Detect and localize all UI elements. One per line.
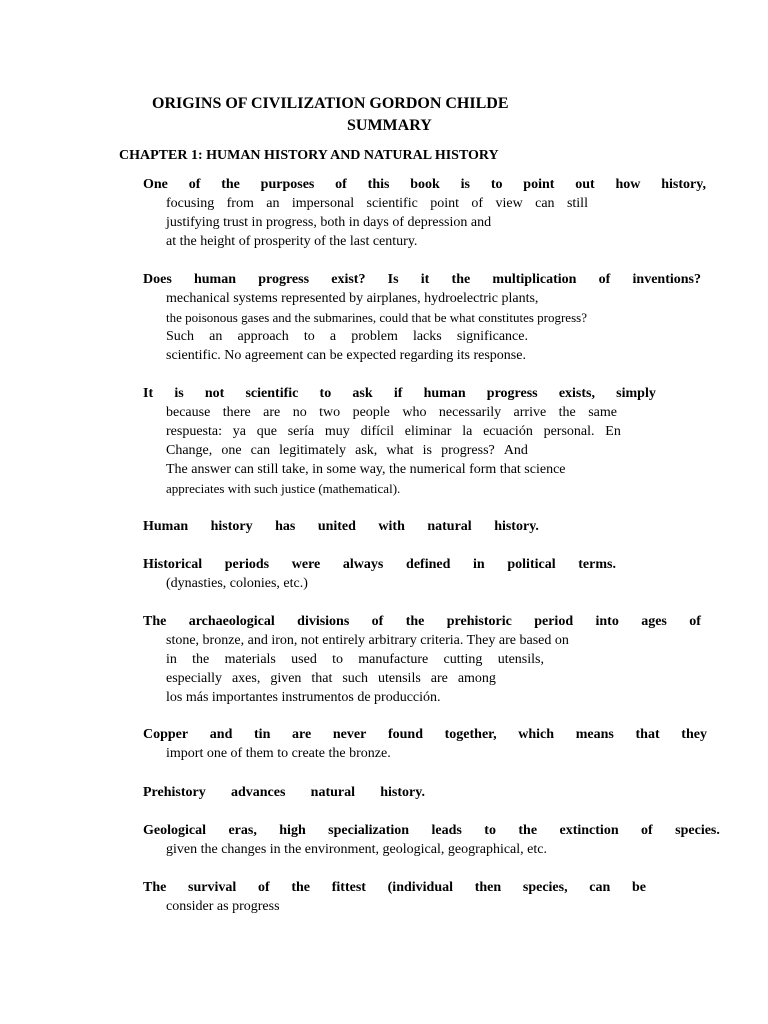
paragraph-line: scientific. No agreement can be expected regarding its response. — [166, 348, 526, 363]
chapter-heading: CHAPTER 1: HUMAN HISTORY AND NATURAL HISTORY — [119, 148, 499, 163]
word: into — [595, 614, 619, 629]
word: Prehistory — [143, 785, 206, 800]
word: legitimately — [279, 443, 347, 458]
paragraph-lead-line — [143, 384, 656, 403]
word: especially — [166, 671, 222, 686]
paragraph-2 — [143, 270, 701, 365]
word: that — [311, 671, 333, 686]
word: and — [209, 727, 233, 742]
paragraph-lead-line — [143, 175, 706, 194]
word: in — [166, 652, 177, 667]
paragraph-line — [143, 422, 621, 441]
word: people — [352, 405, 390, 420]
word: political — [507, 557, 556, 572]
word: personal. — [543, 424, 595, 439]
word: axes, — [231, 671, 261, 686]
word: to — [490, 177, 503, 192]
word: utensils, — [497, 652, 544, 667]
paragraph-line — [143, 194, 588, 213]
word: defined — [406, 557, 451, 572]
word: species, — [522, 880, 568, 895]
word: the — [405, 614, 425, 629]
word: it — [420, 272, 430, 287]
word: Historical — [143, 557, 203, 572]
word: of — [471, 196, 484, 211]
word: then — [474, 880, 502, 895]
document-subtitle: SUMMARY — [347, 117, 432, 134]
word: how — [615, 177, 641, 192]
word: book — [410, 177, 440, 192]
document-title: ORIGINS OF CIVILIZATION GORDON CHILDE — [152, 95, 509, 112]
word: the — [192, 652, 210, 667]
word: leads — [431, 823, 462, 838]
word: is — [174, 386, 184, 401]
word: can — [535, 196, 555, 211]
paragraph-line: los más importantes instrumentos de producción. — [166, 690, 441, 705]
word: ecuación — [483, 424, 533, 439]
word: that — [635, 727, 660, 742]
word: focusing — [166, 196, 215, 211]
word: point — [430, 196, 459, 211]
word: divisions — [297, 614, 350, 629]
word: always — [342, 557, 384, 572]
word: periods — [224, 557, 270, 572]
word: in — [473, 557, 485, 572]
word: can — [589, 880, 611, 895]
word: lacks — [412, 329, 442, 344]
word: Geological — [143, 823, 206, 838]
word: ask — [352, 386, 373, 401]
word: specialization — [328, 823, 410, 838]
paragraph-line: mechanical systems represented by airplanes, hydroelectric plants, — [166, 291, 539, 306]
word: scientific — [366, 196, 418, 211]
paragraph-lead-line — [143, 783, 425, 802]
word: simply — [616, 386, 656, 401]
word: one — [221, 443, 242, 458]
word: tin — [254, 727, 271, 742]
paragraph-line — [143, 650, 544, 669]
word: what — [386, 443, 414, 458]
paragraph-line: (dynasties, colonies, etc.) — [166, 576, 308, 591]
paragraph-line: import one of them to create the bronze. — [166, 746, 391, 761]
word: significance. — [456, 329, 528, 344]
word: que — [256, 424, 277, 439]
word: there — [222, 405, 251, 420]
word: arrive — [513, 405, 547, 420]
word: human — [423, 386, 466, 401]
paragraph-8 — [143, 783, 425, 802]
paragraph-line: at the height of prosperity of the last century. — [166, 234, 418, 249]
word: multiplication — [492, 272, 577, 287]
paragraph-line: The answer can still take, in some way, the numerical form that science — [166, 462, 566, 477]
word: natural — [310, 785, 355, 800]
paragraph-9 — [143, 821, 720, 859]
paragraph-4 — [143, 517, 539, 536]
word: with — [378, 519, 405, 534]
word: two — [319, 405, 341, 420]
word: The — [143, 614, 167, 629]
word: fittest — [331, 880, 366, 895]
word: problem — [351, 329, 398, 344]
word: la — [462, 424, 473, 439]
word: progress? — [441, 443, 495, 458]
word: can — [250, 443, 271, 458]
word: united — [317, 519, 356, 534]
word: such — [342, 671, 369, 686]
word: of — [689, 614, 701, 629]
word: necessarily — [438, 405, 502, 420]
paragraph-line — [143, 669, 496, 688]
word: used — [291, 652, 317, 667]
paragraph-line: given the changes in the environment, geological, geographical, etc. — [166, 842, 547, 857]
paragraph-1 — [143, 175, 706, 251]
word: means — [575, 727, 614, 742]
word: difícil — [360, 424, 395, 439]
word: this — [367, 177, 390, 192]
word: inventions? — [632, 272, 701, 287]
paragraph-lead-line — [143, 878, 646, 897]
word: impersonal — [291, 196, 355, 211]
word: archaeological — [188, 614, 275, 629]
word: Copper — [143, 727, 189, 742]
word: together, — [444, 727, 497, 742]
paragraph-line: stone, bronze, and iron, not entirely arbitrary criteria. They are based on — [166, 633, 569, 648]
word: eliminar — [404, 424, 452, 439]
paragraph-line: justifying trust in progress, both in days of depression and — [166, 215, 492, 230]
word: eras, — [228, 823, 257, 838]
paragraph-lead-line — [143, 517, 539, 536]
paragraph-10 — [143, 878, 646, 916]
word: of — [188, 177, 201, 192]
word: same — [588, 405, 617, 420]
word: history, — [661, 177, 706, 192]
word: to — [332, 652, 343, 667]
word: The — [143, 880, 167, 895]
word: history. — [494, 519, 539, 534]
word: view — [495, 196, 523, 211]
word: are — [263, 405, 281, 420]
word: exist? — [331, 272, 366, 287]
word: (individual — [387, 880, 454, 895]
word: the — [451, 272, 471, 287]
word: given — [270, 671, 302, 686]
word: progress — [258, 272, 310, 287]
word: an — [266, 196, 280, 211]
word: the — [518, 823, 538, 838]
word: not — [204, 386, 225, 401]
word: to — [484, 823, 496, 838]
word: manufacture — [358, 652, 429, 667]
word: are — [430, 671, 448, 686]
word: of — [371, 614, 384, 629]
word: from — [226, 196, 254, 211]
word: of — [257, 880, 270, 895]
word: of — [641, 823, 653, 838]
word: ages — [641, 614, 667, 629]
word: because — [166, 405, 211, 420]
word: human — [193, 272, 237, 287]
word: muy — [324, 424, 350, 439]
word: materials — [224, 652, 276, 667]
word: natural — [427, 519, 472, 534]
word: they — [681, 727, 707, 742]
word: Does — [143, 272, 172, 287]
word: En — [605, 424, 621, 439]
word: the — [221, 177, 240, 192]
word: history — [210, 519, 253, 534]
word: cutting — [443, 652, 483, 667]
word: no — [292, 405, 307, 420]
word: high — [279, 823, 306, 838]
word: who — [402, 405, 427, 420]
word: among — [457, 671, 496, 686]
word: is — [422, 443, 432, 458]
word: never — [332, 727, 367, 742]
paragraph-lead-line — [143, 821, 720, 840]
word: exists, — [558, 386, 595, 401]
word: terms. — [578, 557, 616, 572]
word: And — [503, 443, 528, 458]
word: sería — [287, 424, 315, 439]
paragraph-3 — [143, 384, 656, 498]
word: Is — [387, 272, 399, 287]
word: respuesta: — [166, 424, 222, 439]
word: ya — [232, 424, 246, 439]
word: Such — [166, 329, 194, 344]
paragraph-line: consider as progress — [166, 899, 280, 914]
word: to — [319, 386, 332, 401]
paragraph-line: the poisonous gases and the submarines, could that be what constitutes progress? — [166, 310, 587, 325]
word: were — [291, 557, 321, 572]
word: history. — [380, 785, 425, 800]
word: an — [209, 329, 223, 344]
word: which — [518, 727, 555, 742]
word: Change, — [166, 443, 213, 458]
paragraph-line — [143, 327, 528, 346]
word: the — [558, 405, 576, 420]
word: found — [387, 727, 423, 742]
word: to — [303, 329, 315, 344]
word: of — [335, 177, 347, 192]
word: survival — [188, 880, 237, 895]
word: has — [275, 519, 296, 534]
word: One — [143, 177, 168, 192]
word: scientific — [245, 386, 299, 401]
word: are — [292, 727, 312, 742]
word: purposes — [260, 177, 315, 192]
paragraph-lead-line — [143, 725, 707, 744]
word: prehistoric — [446, 614, 512, 629]
word: a — [329, 329, 337, 344]
word: advances — [230, 785, 286, 800]
word: be — [632, 880, 646, 895]
paragraph-7 — [143, 725, 707, 763]
word: ask, — [355, 443, 378, 458]
paragraph-lead-line — [143, 612, 701, 631]
word: species. — [675, 823, 720, 838]
word: utensils — [378, 671, 421, 686]
word: Human — [143, 519, 189, 534]
word: progress — [486, 386, 538, 401]
word: approach — [237, 329, 289, 344]
word: point — [523, 177, 555, 192]
word: out — [575, 177, 595, 192]
paragraph-6 — [143, 612, 701, 707]
word: the — [291, 880, 311, 895]
word: period — [534, 614, 574, 629]
paragraph-lead-line — [143, 270, 701, 289]
paragraph-5 — [143, 555, 616, 593]
word: if — [393, 386, 403, 401]
word: is — [460, 177, 470, 192]
paragraph-line — [143, 441, 528, 460]
word: of — [598, 272, 611, 287]
word: still — [566, 196, 588, 211]
word: It — [143, 386, 154, 401]
paragraph-lead-line — [143, 555, 616, 574]
word: extinction — [559, 823, 619, 838]
paragraph-line: appreciates with such justice (mathematical). — [166, 481, 401, 496]
paragraph-line — [143, 403, 617, 422]
